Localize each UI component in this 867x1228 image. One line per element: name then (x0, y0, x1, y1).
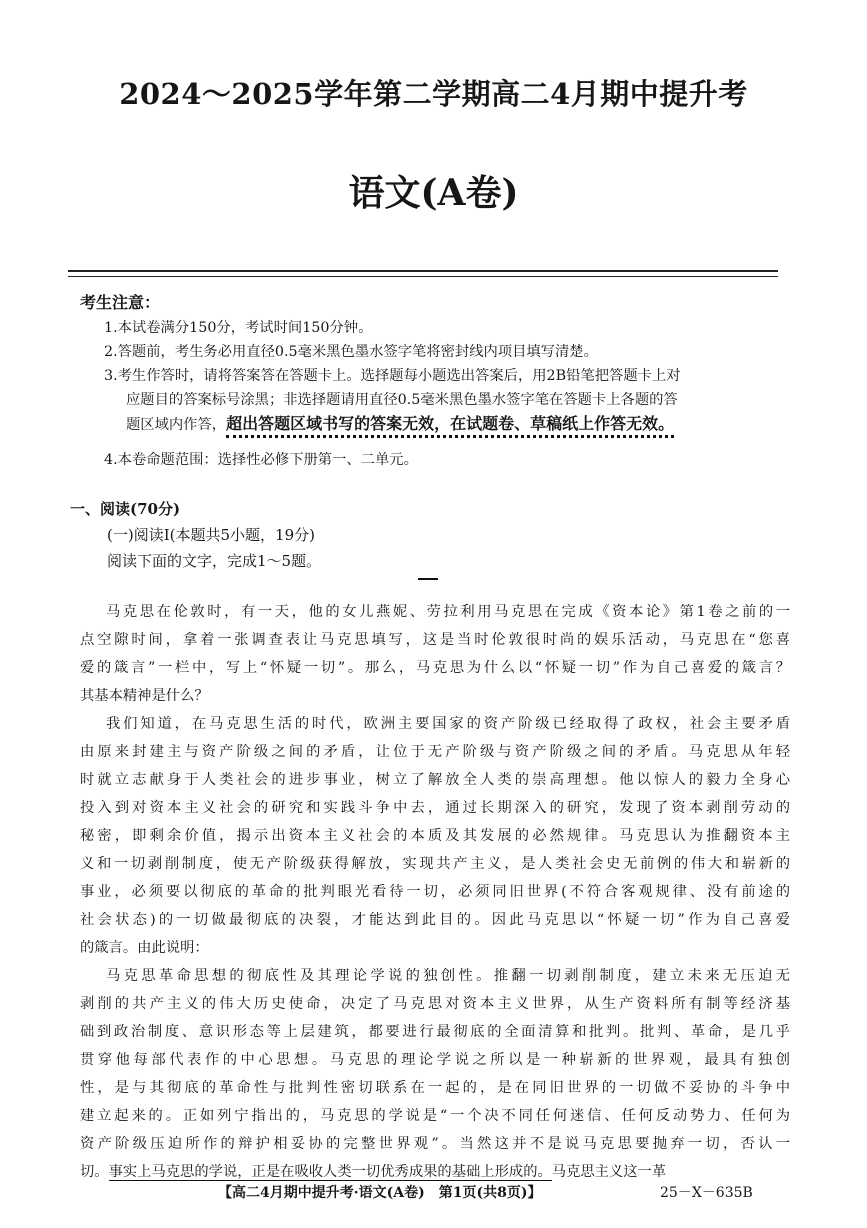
passage-line: 贯穿他每部代表作的中心思想。马克思的理论学说之所以是一种崭新的世界观，最具有独创 (80, 1052, 790, 1068)
passage-line: 的箴言。由此说明： (80, 940, 209, 956)
passage-line: 事业，必须要以彻底的革命的批判眼光看待一切，必须同旧世界(不符合客观规律、没有前途的 (80, 884, 790, 900)
passage-line: 秘密，即剩余价值，揭示出资本主义社会的本质及其发展的必然规律。马克思认为推翻资本主 (80, 828, 790, 844)
passage-line: 义和一切剥削制度，使无产阶级获得解放，实现共产主义，是人类社会史无前例的伟大和崭新的 (80, 856, 790, 872)
section-title: 一、阅读(70分) (70, 500, 181, 518)
passage-text: 切。 (80, 1164, 109, 1180)
page-footer: 【高二4月期中提升考·语文(A卷) 第1页(共8页)】 (218, 1185, 542, 1201)
passage-line: 马克思革命思想的彻底性及其理论学说的独创性。推翻一切剥削制度，建立未来无压迫无 (106, 968, 790, 984)
passage-line: 其基本精神是什么？ (80, 688, 209, 704)
notice-item-3-cont: 应题目的答案标号涂黑；非选择题请用直径0.5毫米黑色墨水签字笔在答题卡上各题的答 (126, 392, 678, 408)
divider-thin (68, 276, 778, 277)
notice-item-3-end (126, 414, 674, 435)
passage-line: 性，是与其彻底的革命性与批判性密切联系在一起的，是在同旧世界的一切做不妥协的斗争中 (80, 1080, 790, 1096)
passage-text: 马克思主义这一革 (551, 1164, 667, 1180)
underlined-sentence: 事实上马克思的学说，正是在吸收人类一切优秀成果的基础上形成的。 (108, 1164, 552, 1180)
exam-code: 25－X－635B (660, 1185, 753, 1201)
passage-marker (418, 578, 438, 580)
passage-line: 建立起来的。正如列宁指出的，马克思的学说是“一个决不同任何迷信、任何反动势力、任何为 (80, 1108, 790, 1124)
passage-line: 点空隙时间，拿着一张调查表让马克思填写，这是当时伦敦很时尚的娱乐活动，马克思在“您喜 (80, 632, 790, 648)
passage-line: 马克思在伦敦时，有一天，他的女儿燕妮、劳拉利用马克思在完成《资本论》第1卷之前的一 (106, 604, 790, 620)
notice-item-3-end-text: 题区域内作答， (126, 417, 227, 433)
notice-emphasis: 超出答题区域书写的答案无效，在试题卷、草稿纸上作答无效。 (226, 414, 674, 438)
passage-line: 资产阶级压迫所作的辩护相妥协的完整世界观”。当然这并不是说马克思要抛弃一切，否认一 (80, 1136, 790, 1152)
notice-item-3: 3.考生作答时，请将答案答在答题卡上。选择题每小题选出答案后，用2B铅笔把答题卡上对 (104, 368, 681, 384)
passage-line: 由原来封建主与资产阶级之间的矛盾，让位于无产阶级与资产阶级之间的矛盾。马克思从年轻 (80, 744, 790, 760)
passage-line: 础到政治制度、意识形态等上层建筑，都要进行最彻底的全面清算和批判。批判、革命，是几乎 (80, 1024, 790, 1040)
passage-line: 爱的箴言”一栏中，写上“怀疑一切”。那么，马克思为什么以“怀疑一切”作为自己喜爱的箴言？ (80, 660, 790, 676)
divider-thick (68, 270, 778, 272)
notice-item-4: 4.本卷命题范围：选择性必修下册第一、二单元。 (104, 452, 418, 468)
passage-line: 时就立志献身于人类社会的进步事业，树立了解放全人类的崇高理想。他以惊人的毅力全身心 (80, 772, 790, 788)
passage-line: 剥削的共产主义的伟大历史使命，决定了马克思对资本主义世界，从生产资料所有制等经济基 (80, 996, 790, 1012)
passage-line-final (80, 1162, 666, 1182)
subsection-title: (一)阅读Ⅰ(本题共5小题，19分) (107, 526, 315, 544)
passage-line: 社会状态)的一切做最彻底的决裂，才能达到此目的。因此马克思以“怀疑一切”作为自己喜爱 (80, 912, 790, 928)
instruction-text: 阅读下面的文字，完成1～5题。 (107, 552, 322, 570)
notice-item-1: 1.本试卷满分150分，考试时间150分钟。 (104, 320, 373, 336)
notice-item-2: 2.答题前，考生务必用直径0.5毫米黑色墨水签字笔将密封线内项目填写清楚。 (104, 344, 598, 360)
passage-line: 我们知道，在马克思生活的时代，欧洲主要国家的资产阶级已经取得了政权，社会主要矛盾 (106, 716, 790, 732)
notice-heading: 考生注意： (80, 293, 161, 312)
passage-line: 投入到对资本主义社会的研究和实践斗争中去，通过长期深入的研究，发现了资本剥削劳动的 (80, 800, 790, 816)
exam-title: 2024～2025学年第二学期高二4月期中提升考 (119, 77, 748, 111)
subject-title: 语文(A卷) (348, 172, 519, 214)
